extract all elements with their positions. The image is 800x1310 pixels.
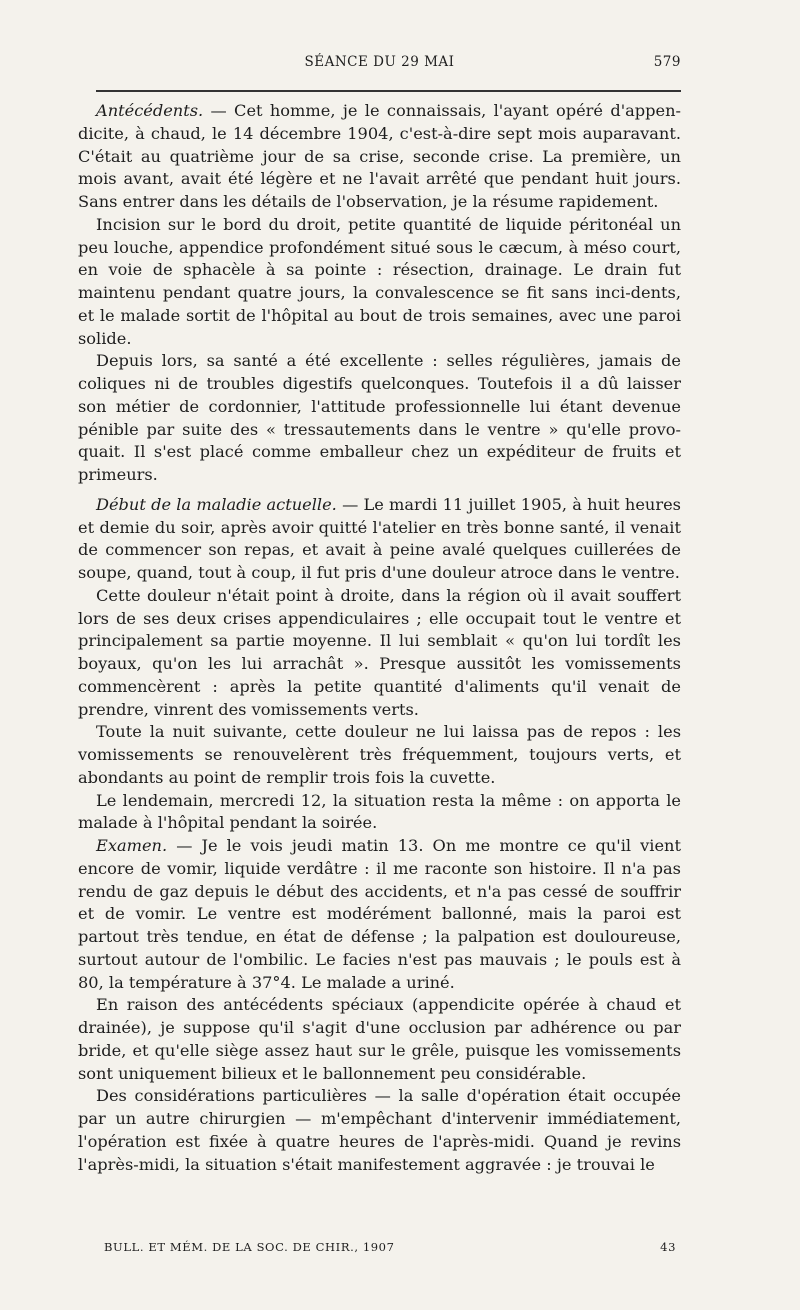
header-rule	[96, 90, 681, 92]
page-number: 579	[653, 54, 681, 70]
paragraph: Examen. — Je le vois jeudi matin 13. On me montre ce qu'il vient encore de vomir, liquide verdâtre : il me raconte son histoire. Il n'a pas rendu de gaz depuis le début des accidents, et n'a pas cessé de souffrir et de vomir. Le ventre est modérément ballonné, mais la paroi est partout très tendue, en état de défense ; la palpation est douloureuse, surtout autour de l'ombilic. Le facies n'est pas mauvais ; le pouls est à 80, la température à 37°4. Le malade a uriné.	[78, 836, 681, 992]
body-text	[78, 100, 681, 1176]
running-title: SÉANCE DU 29 MAI	[304, 54, 455, 70]
paragraph: Toute la nuit suivante, cette douleur ne lui laissa pas de repos : les vomissements se renouvelèrent très fréquemment, toujours verts, et abondants au point de remplir trois fois la cuvette.	[78, 722, 681, 787]
paragraph: Depuis lors, sa santé a été excellente : selles régulières, jamais de coliques ni de troubles digestifs quelconques. Toutefois il a dû laisser son métier de cordonnier, l'attitude professionnelle lui étant devenue pénible par suite des « tressautements dans le ventre » qu'elle provo-quait. Il s'est placé comme emballeur chez un expéditeur de fruits et primeurs.	[78, 351, 681, 484]
paragraph: Des considérations particulières — la salle d'opération était occupée par un autre chirurgien — m'empêchant d'intervenir immédiatement, l'opération est fixée à quatre heures de l'après-midi. Quand je revins l'après-midi, la situation s'était manifestement aggravée : je trouvai le	[78, 1086, 681, 1174]
paragraph: Antécédents. — Cet homme, je le connaissais, l'ayant opéré d'appen-dicite, à chaud, le 14 décembre 1904, c'est-à-dire sept mois auparavant. C'était au quatrième jour de sa crise, seconde crise. La première, un mois avant, avait été légère et ne l'avait arrêté que pendant huit jours. Sans entrer dans les détails de l'observation, je la résume rapidement.	[78, 101, 681, 211]
journal-footer: BULL. ET MÉM. DE LA SOC. DE CHIR., 1907	[104, 1240, 395, 1254]
running-header	[78, 50, 681, 78]
paragraph: Incision sur le bord du droit, petite quantité de liquide péritonéal un peu louche, appendice profondément situé sous le cæcum, à méso court, en voie de sphacèle à sa pointe : résection, drainage. Le drain fut maintenu pendant quatre jours, la convalescence se fit sans inci-dents, et le malade sortit de l'hôpital au bout de trois semaines, avec une paroi solide.	[78, 214, 681, 348]
page-footer	[104, 1240, 680, 1260]
paragraph: Le lendemain, mercredi 12, la situation resta la même : on apporta le malade à l'hôpital pendant la soirée.	[78, 790, 681, 833]
paragraph: En raison des antécédents spéciaux (appendicite opérée à chaud et drainée), je suppose qu'il s'agit d'une occlusion par adhérence ou par bride, et qu'elle siège assez haut sur le grêle, puisque les vomissements sont uniquement bilieux et le ballonnement peu considérable.	[78, 995, 681, 1083]
signature-mark: 43	[660, 1240, 676, 1254]
paragraph: Cette douleur n'était point à droite, dans la région où il avait souffert lors de ses deux crises appendiculaires ; elle occupait tout le ventre et principalement sa partie moyenne. Il lui semblait « qu'on lui tordît les boyaux, qu'on les lui arrachât ». Presque aussitôt les vomissements commencèrent : après la petite quantité d'aliments qu'il venait de prendre, vinrent des vomissements verts.	[78, 585, 681, 719]
paragraph: Début de la maladie actuelle. — Le mardi 11 juillet 1905, à huit heures et demie du soir, après avoir quitté l'atelier en très bonne santé, il venait de commencer son repas, et avait à peine avalé quelques cuillerées de soupe, quand, tout à coup, il fut pris d'une douleur atroce dans le ventre.	[78, 494, 681, 582]
